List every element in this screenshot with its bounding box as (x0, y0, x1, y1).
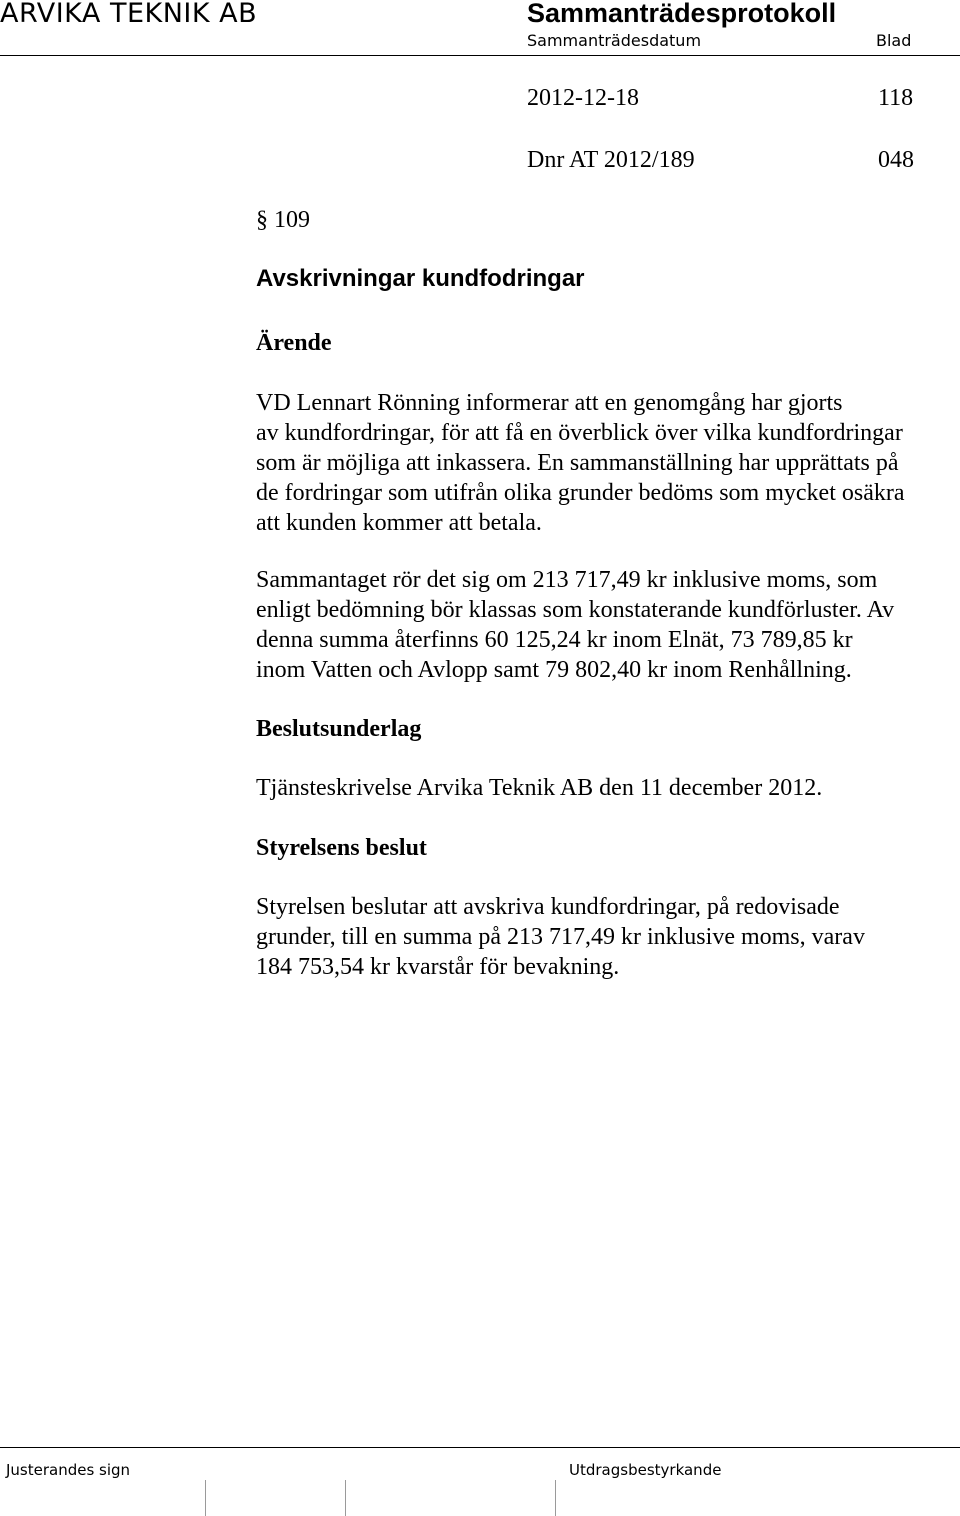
signature-box-divider (555, 1480, 556, 1516)
arende-paragraph (256, 388, 905, 538)
footer-divider (0, 1447, 960, 1448)
text-line: av kundfordringar, för att få en överblick över vilka kundfordringar (256, 420, 903, 446)
text-line: VD Lennart Rönning informerar att en genomgång har gjorts (256, 390, 843, 416)
signature-box-divider (345, 1480, 346, 1516)
underlag-paragraph (256, 773, 822, 803)
summary-paragraph (256, 565, 894, 685)
text-line: Sammantaget rör det sig om 213 717,49 kr inklusive moms, som (256, 567, 878, 593)
diary-item-number: 048 (878, 147, 914, 173)
header-divider (0, 55, 960, 56)
text-line: inom Vatten och Avlopp samt 79 802,40 kr inom Renhållning. (256, 657, 852, 683)
document-type: Sammanträdesprotokoll (527, 0, 837, 28)
arende-heading: Ärende (256, 330, 332, 356)
beslut-heading: Styrelsens beslut (256, 835, 427, 861)
text-line: som är möjliga att inkassera. En sammanställning har upprättats på (256, 450, 899, 476)
text-line: enligt bedömning bör klassas som konstaterande kundförluster. Av (256, 597, 895, 623)
signature-box-divider (205, 1480, 206, 1516)
signature-label: Justerandes sign (6, 1461, 131, 1479)
diary-number: Dnr AT 2012/189 (527, 147, 695, 173)
text-line: de fordringar som utifrån olika grunder bedöms som mycket osäkra (256, 480, 905, 506)
text-line: grunder, till en summa på 213 717,49 kr inklusive moms, varav (256, 924, 865, 950)
section-title: Avskrivningar kundfodringar (256, 265, 585, 292)
section-number: § 109 (256, 207, 310, 233)
page-label: Blad (876, 31, 912, 50)
meeting-date: 2012-12-18 (527, 85, 639, 111)
text-line: denna summa återfinns 60 125,24 kr inom Elnät, 73 789,85 kr (256, 627, 853, 653)
page-number: 118 (878, 85, 914, 111)
meeting-date-label: Sammanträdesdatum (527, 31, 702, 50)
text-line: 184 753,54 kr kvarstår för bevakning. (256, 954, 620, 980)
beslut-paragraph (256, 892, 865, 982)
text-line: Tjänsteskrivelse Arvika Teknik AB den 11 december 2012. (256, 775, 823, 801)
text-line: Styrelsen beslutar att avskriva kundfordringar, på redovisade (256, 894, 840, 920)
org-logo: ARVIKA TEKNIK AB (0, 0, 258, 29)
text-line: att kunden kommer att betala. (256, 510, 542, 536)
underlag-heading: Beslutsunderlag (256, 716, 422, 742)
extract-certification-label: Utdragsbestyrkande (569, 1461, 722, 1479)
